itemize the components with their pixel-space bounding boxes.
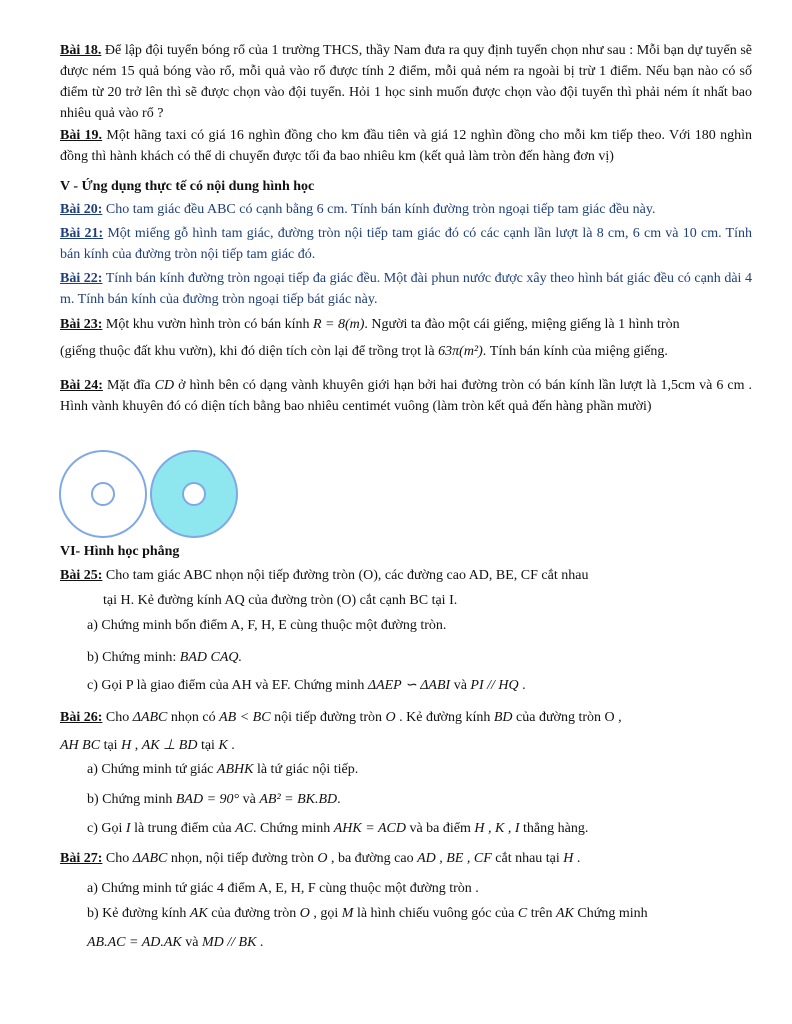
exercise-text: .: [227, 738, 235, 753]
exercise-text: .: [573, 851, 581, 866]
exercise-text: là trung điểm của: [130, 821, 236, 836]
exercise-24: [60, 375, 752, 417]
exercise-text: Một khu vườn hình tròn có bán kính: [102, 317, 313, 332]
math-expression: AB.AC = AD.AK: [87, 935, 182, 950]
exercise-26-part-b: [87, 789, 752, 810]
exercise-text: Cho: [102, 710, 133, 725]
exercise-text: a) Chứng minh tứ giác 4 điểm A, E, H, F cùng thuộc một đường tròn .: [87, 881, 479, 896]
exercise-text: b) Chứng minh:: [87, 650, 180, 665]
exercise-text: là tứ giác nội tiếp.: [253, 762, 359, 777]
math-expression: ΔABC: [132, 710, 168, 725]
math-expression: C: [517, 906, 528, 921]
exercise-25-part-b: [87, 647, 752, 668]
exercise-text: (giếng thuộc đất khu vườn), khi đó diện tích còn lại để trồng trọt là: [60, 344, 439, 359]
exercise-27-part-b-line-2: [87, 932, 752, 953]
math-expression: O: [299, 906, 310, 921]
exercise-25-part-a: [87, 615, 752, 636]
exercise-text: b) Chứng minh: [87, 792, 176, 807]
exercise-text: Cho tam giác ABC nhọn nội tiếp đường tròn (O), các đường cao AD, BE, CF cắt nhau: [102, 568, 589, 583]
exercise-text: thẳng hàng.: [519, 821, 589, 836]
disc-outline: [60, 451, 146, 537]
exercise-23-line-2: [60, 341, 752, 362]
exercise-text: . Tính bán kính của miệng giếng.: [482, 344, 668, 359]
exercise-text: a) Chứng minh bốn điểm A, F, H, E cùng thuộc một đường tròn.: [87, 618, 447, 633]
math-expression: I: [125, 821, 131, 836]
exercise-text: , gọi: [309, 906, 342, 921]
exercise-27-line-1: [60, 848, 752, 869]
exercise-text: ở hình bên có dạng vành khuyên giới hạn bởi hai đường tròn có bán kính lần lượt là 1,5cm và 6 cm . Hình vành khuyên đó có diện tích bằng bao nhiêu centimét vuông (làm tròn kết quả đến hàng phần mười): [60, 378, 753, 414]
exercise-label: Bài 19.: [60, 128, 103, 143]
exercise-text: . Chứng minh: [253, 821, 334, 836]
exercise-text: , ba đường cao: [327, 851, 418, 866]
exercise-20: [60, 199, 752, 220]
exercise-25-line-2: [103, 590, 752, 611]
math-expression: AC: [235, 821, 254, 836]
exercise-text: . Kẻ đường kính: [395, 710, 494, 725]
exercise-text: trên: [527, 906, 556, 921]
math-expression: R = 8(m): [312, 317, 365, 332]
exercise-label: Bài 21:: [60, 226, 104, 241]
section-heading-vi: VI- Hình học phẳng: [60, 544, 180, 559]
exercise-23-line-1: [60, 314, 752, 335]
exercise-text: a) Chứng minh tứ giác: [87, 762, 217, 777]
exercise-26-line-2: [60, 735, 752, 756]
math-expression: M: [341, 906, 354, 921]
exercise-27-part-b: [87, 903, 752, 924]
exercise-label: Bài 23:: [60, 317, 103, 332]
math-expression: H: [563, 851, 574, 866]
exercise-text: của đường tròn O ,: [512, 710, 622, 725]
exercise-text: .: [337, 792, 341, 807]
exercise-18: [60, 40, 752, 124]
exercise-text: ,: [131, 738, 142, 753]
math-expression: AB < BC: [219, 710, 271, 725]
exercise-text: Mặt đĩa: [102, 378, 155, 393]
exercise-text: nhọn có: [167, 710, 220, 725]
exercise-text: và ba điểm: [405, 821, 475, 836]
exercise-21: [60, 223, 752, 265]
math-expression: AHK = ACD: [333, 821, 406, 836]
math-expression: O: [317, 851, 328, 866]
section-heading-v: V - Ứng dụng thực tế có nội dung hình học: [60, 179, 315, 194]
exercise-25-line-1: [60, 565, 752, 586]
math-expression: AD , BE , CF: [417, 851, 492, 866]
exercise-26-line-1: [60, 707, 752, 728]
exercise-text: tại: [100, 738, 122, 753]
math-expression: AB² = BK.BD: [259, 792, 338, 807]
math-expression: ΔABC: [132, 851, 168, 866]
exercise-text: .: [518, 678, 526, 693]
exercise-label: Bài 18.: [60, 43, 102, 58]
exercise-text: là hình chiếu vuông góc của: [353, 906, 518, 921]
exercise-label: Bài 27:: [60, 851, 103, 866]
exercise-text: và: [450, 678, 471, 693]
exercise-27-part-a: [87, 878, 752, 899]
exercise-25-part-c: [87, 675, 752, 696]
exercise-label: Bài 26:: [60, 710, 103, 725]
exercise-text: Một miếng gỗ hình tam giác, đường tròn nội tiếp tam giác đó có các cạnh lần lượt là 8 cm, 6 cm và 10 cm. Tính bán kính của đường tròn nội tiếp tam giác đó.: [60, 226, 752, 262]
exercise-text: . Người ta đào một cái giếng, miệng giếng là 1 hình tròn: [364, 317, 680, 332]
exercise-19: [60, 125, 752, 167]
exercise-text: .: [256, 935, 264, 950]
math-expression: O: [385, 710, 396, 725]
inner-hole: [183, 483, 205, 505]
exercise-label: Bài 20:: [60, 202, 103, 217]
math-expression: K: [218, 738, 228, 753]
annulus-figure: [58, 448, 242, 540]
exercise-text: Cho tam giác đều ABC có cạnh bằng 6 cm. Tính bán kính đường tròn ngoại tiếp tam giác đều này.: [102, 202, 656, 217]
exercise-text: và: [181, 935, 202, 950]
exercise-26-part-a: [87, 759, 752, 780]
math-expression: BD: [493, 710, 513, 725]
math-expression: AH BC: [60, 738, 101, 753]
inner-circle: [92, 483, 114, 505]
exercise-26-part-c: [87, 818, 752, 839]
exercise-text: Chứng minh: [573, 906, 648, 921]
exercise-label: Bài 24:: [60, 378, 103, 393]
math-expression: H , K , I: [474, 821, 520, 836]
exercise-label: Bài 22:: [60, 271, 103, 286]
math-expression: ABHK: [216, 762, 254, 777]
math-expression: AK ⊥ BD: [141, 738, 198, 753]
exercise-text: nội tiếp đường tròn: [270, 710, 386, 725]
exercise-text: tại H. Kẻ đường kính AQ của đường tròn (O) cắt cạnh BC tại I.: [103, 593, 458, 608]
math-expression: CD: [154, 378, 175, 393]
exercise-text: c) Gọi: [87, 821, 126, 836]
math-expression: ΔAEP ∽ ΔABI: [367, 678, 451, 693]
math-expression: PI // HQ: [470, 678, 519, 693]
exercise-text: nhọn, nội tiếp đường tròn: [167, 851, 318, 866]
exercise-label: Bài 25:: [60, 568, 103, 583]
exercise-text: cắt nhau tại: [491, 851, 564, 866]
exercise-text: Một hãng taxi có giá 16 nghìn đồng cho km đầu tiên và giá 12 nghìn đồng cho mỗi km tiếp theo. Với 180 nghìn đồng thì hành khách có thể di chuyển được tối đa bao nhiêu km (kết quả làm tròn đến hàng đơn vị): [60, 128, 752, 164]
exercise-22: [60, 268, 752, 310]
exercise-text: c) Gọi P là giao điểm của AH và EF. Chứng minh: [87, 678, 368, 693]
exercise-text: tại: [197, 738, 219, 753]
exercise-text: và: [239, 792, 260, 807]
exercise-text: Cho: [102, 851, 133, 866]
exercise-text: b) Kẻ đường kính: [87, 906, 190, 921]
math-expression: BAD = 90°: [175, 792, 240, 807]
exercise-text: Để lập đội tuyển bóng rổ của 1 trường THCS, thầy Nam đưa ra quy định tuyển chọn như sau : Mỗi bạn dự tuyển sẽ được ném 15 quả bóng vào rổ, mỗi quả vào rổ được tính 2 điểm, mỗi quả ném ra ngoài bị trừ 1 điểm. Nếu bạn nào có số điểm từ 20 trở lên thì sẽ được chọn vào đội tuyển. Hỏi 1 học sinh muốn được chọn vào đội tuyển thì phải ném ít nhất bao nhiêu quả vào rổ ?: [60, 43, 752, 121]
math-expression: H: [121, 738, 132, 753]
math-expression: BAD CAQ.: [179, 650, 242, 665]
math-expression: AK: [189, 906, 208, 921]
math-expression: 63π(m²): [438, 344, 483, 359]
math-expression: MD // BK: [201, 935, 257, 950]
exercise-text: của đường tròn: [207, 906, 300, 921]
exercise-text: Tính bán kính đường tròn ngoại tiếp đa giác đều. Một đài phun nước được xây theo hình bát giác đều có cạnh dài 4 m. Tính bán kính của đường tròn ngoại tiếp bát giác này.: [60, 271, 752, 307]
disc-shaded-ring: [151, 451, 237, 537]
math-expression: AK: [556, 906, 574, 921]
